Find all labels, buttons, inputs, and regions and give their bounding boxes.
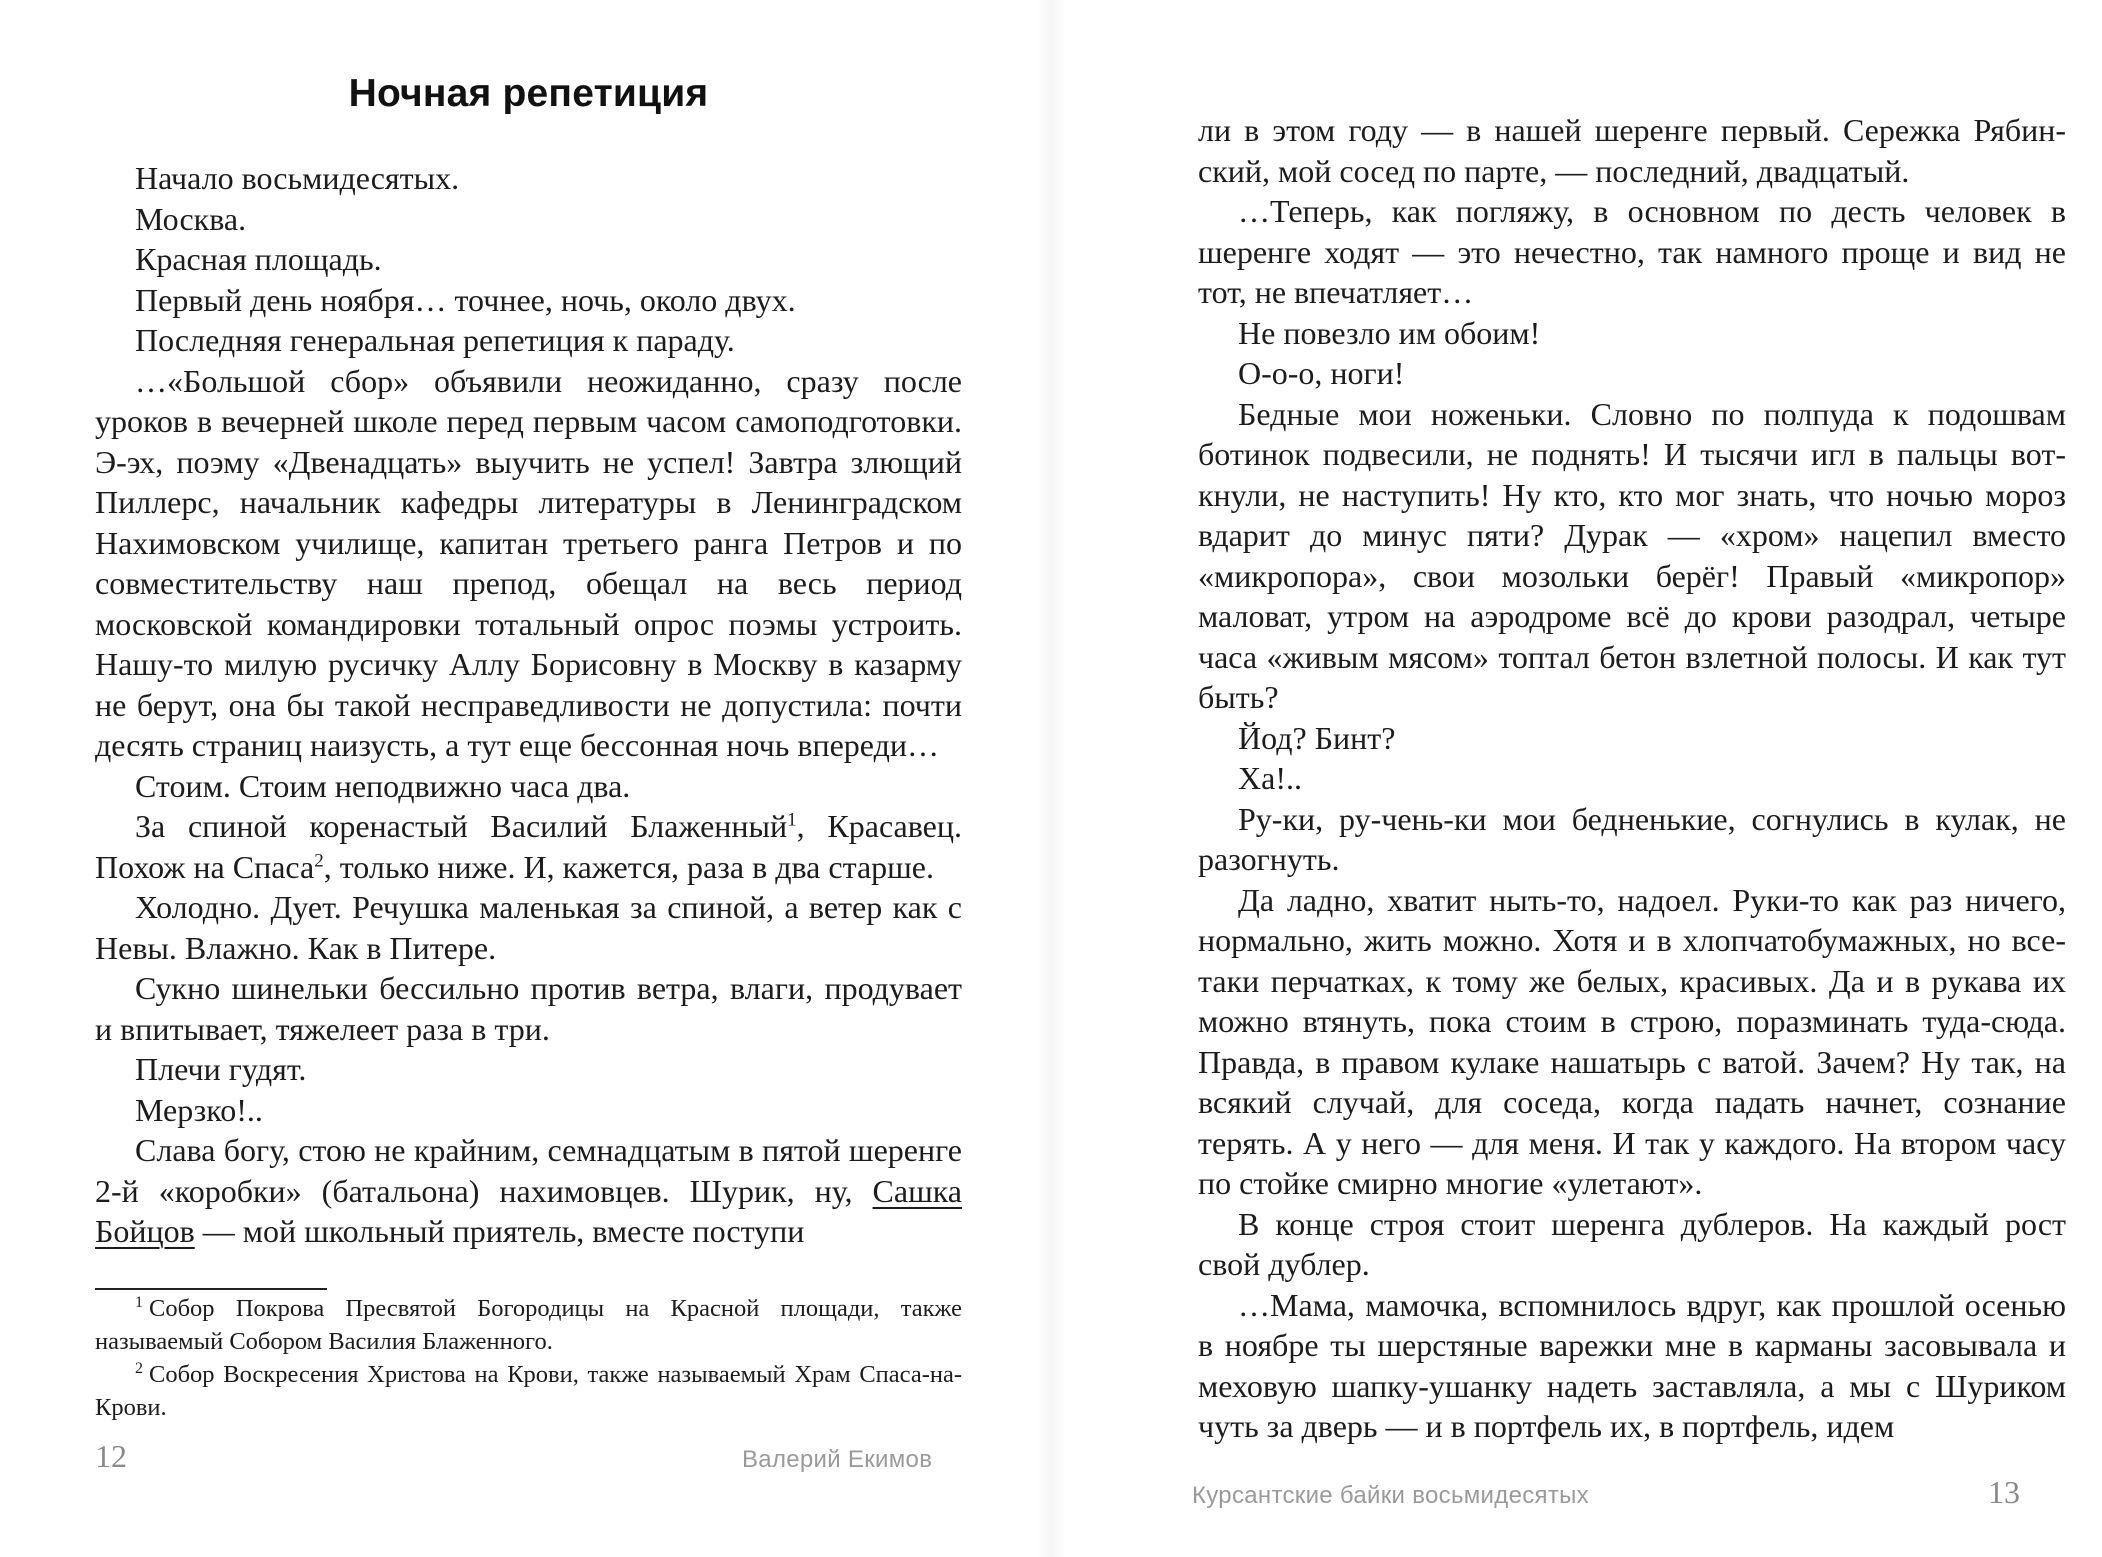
paragraph-last	[95, 1130, 962, 1252]
footnote-number: 1	[135, 1293, 143, 1311]
page-number-right: 13	[1988, 1474, 2020, 1510]
paragraph: Первый день ноября… точнее, ночь, около двух.	[135, 281, 796, 318]
paragraph: …Теперь, как погляжу, в основном по десть человек в шеренге ходят — это нечестно, так намного проще и вид не тот, не впечатляет…	[1198, 193, 2066, 310]
paragraph: Стоим. Стоим неподвижно часа два.	[135, 767, 631, 804]
running-head-book-title: Курсантские байки восьмидесятых	[1192, 1482, 1589, 1509]
footnote-text: Собор Покрова Пресвятой Богородицы на Красной площади, также называемый Собором Василия Блаженного.	[95, 1295, 962, 1355]
paragraph: Мерзко!..	[135, 1091, 263, 1128]
paragraph: Москва.	[135, 200, 247, 237]
paragraph-text: За спиной коренастый Василий Блаженный	[135, 808, 788, 844]
right-page	[1051, 0, 2102, 1557]
chapter-title: Ночная репетиция	[348, 72, 709, 115]
paragraph: Холодно. Дует. Речушка маленькая за спиной, а ветер как с Невы. Влажно. Как в Питере.	[95, 889, 962, 966]
footnote-number: 2	[135, 1359, 143, 1377]
paragraph: Ха!..	[1238, 760, 1302, 796]
paragraph-continued: ли в этом году — в нашей шеренге первый. Сережка Рябинский, мой сосед по парте, — последний, двадцатый.	[1198, 112, 2066, 189]
paragraph: Плечи гудят.	[135, 1051, 307, 1087]
paragraph-text: Слава богу, стою не крайним, семнадцатым в пятой шеренге 2-й «коробки» (батальона) нахимовцев. Шурик, ну,	[95, 1132, 962, 1209]
paragraph: Ру-ки, ру-чень-ки мои бедненькие, согнулись в кулак, не разогнуть.	[1198, 800, 2066, 877]
paragraph: Последняя генеральная репетиция к параду.	[135, 322, 735, 358]
paragraph: В конце строя стоит шеренга дублеров. На каждый рост свой дублер.	[1198, 1205, 2066, 1282]
paragraph: Начало восьмидесятых.	[135, 160, 460, 196]
footnotes	[95, 1292, 962, 1424]
paragraph: Не повезло им обоим!	[1238, 314, 1541, 351]
paragraph-text: , Красавец. Похож на Спаса	[95, 808, 963, 885]
paragraph: …«Большой сбор» объявили неожиданно, сразу после уроков в вечерней школе перед первым часом самоподготовки. Э-эх, поэму «Двенадцать» выучить не успел! Завтра злющий Пиллерс, начальник кафедры литературы в Ленинградском Нахимовском училище, капитан третьего ранга Петров и по совместительству наш препод, обещал на весь период московской командировки тотальный опрос поэмы устроить. Нашу-то милую русичку Аллу Борисовну в Москву в казарму не берут, она бы такой несправедливости не допустила: почти десять страниц наизусть, а тут еще бессонная ночь впереди…	[95, 362, 962, 763]
left-page-text	[95, 158, 962, 1252]
paragraph: Да ладно, хватит ныть-то, надоел. Руки-то как раз ничего, нормально, жить можно. Хотя и в хлопчатобумажных, но все-таки перчатках, к тому же белых, красивых. Да и в рукава их можно втянуть, пока стоим в строю, поразминать туда-сюда. Правда, в правом кулаке нашатырь с ватой. Зачем? Ну так, на всякий случай, для соседа, когда падать начнет, сознание терять. А у него — для меня. И так у каждого. На втором часу по стойке смирно многие «улетают».	[1198, 881, 2066, 1201]
paragraph: Бедные мои ноженьки. Словно по полпуда к подошвам ботинок подвесили, не поднять! И тысячи игл в пальцы воткнули, не наступить! Ну кто, кто мог знать, что ночью мороз вдарит до минус пяти? Дурак — «хром» нацепил вместо «микропора», свои мозольки берёг! Правый «микропор» маловат, утром на аэродроме всё до крови разодрал, четыре часа «живым мясом» топтал бетон взлетной полосы. И как тут быть?	[1198, 395, 2066, 715]
paragraph-text: , только ниже. И, кажется, раза в два старше.	[323, 848, 934, 885]
page-number-left: 12	[95, 1438, 127, 1474]
paragraph-basil	[95, 806, 962, 887]
running-head-author: Валерий Екимов	[742, 1446, 933, 1473]
paragraph: Йод? Бинт?	[1238, 719, 1396, 756]
paragraph: О-о-о, ноги!	[1238, 355, 1405, 391]
footnote-divider	[95, 1288, 327, 1290]
right-page-text	[1198, 110, 2066, 1447]
footnote-2	[95, 1358, 962, 1424]
footnote-text: Собор Воскресения Христова на Крови, также называемый Храм Спаса-на-Крови.	[95, 1361, 962, 1421]
paragraph: Сукно шинельки бессильно против ветра, влаги, продувает и впитывает, тяжелеет раза в три.	[95, 970, 962, 1047]
underlined-name: Сашка Бойцов	[95, 1172, 962, 1249]
footnote-1	[95, 1292, 962, 1358]
footnote-ref-2[interactable]: 2	[314, 849, 324, 871]
paragraph: Красная площадь.	[135, 241, 382, 277]
paragraph-text: — мой школьный приятель, вместе поступи	[194, 1213, 805, 1249]
paragraph: …Мама, мамочка, вспомнилось вдруг, как прошлой осенью в ноябре ты шерстяные варежки мне в карманы засовывала и меховую шапку-ушанку надеть заставляла, а мы с Шуриком чуть за дверь — и в портфель их, в портфель, идем	[1198, 1286, 2066, 1444]
footnote-ref-1[interactable]: 1	[787, 809, 797, 831]
